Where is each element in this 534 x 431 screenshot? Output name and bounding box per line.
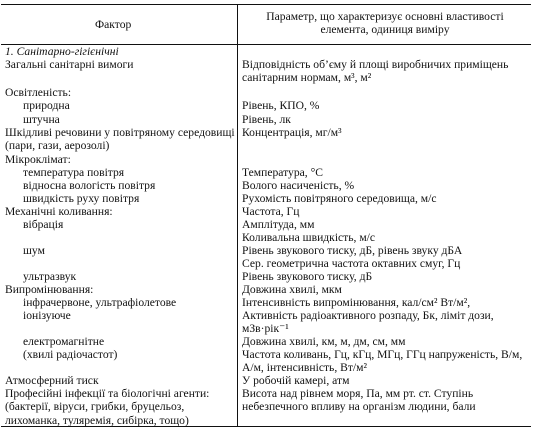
parameter-cell: Частота коливань, Гц, кГц, МГц, ГГц напруженість, В/м, А/м, інтенсивність, Вт/м² [242,348,523,375]
parameter-cell: Коливальна швидкість, м/с [242,231,376,244]
factor-cell: Механічні коливання: [5,205,113,218]
parameter-cell: Інтенсивність випромінювання, кал/см² Вт/м², [242,296,471,309]
column-divider [237,4,238,427]
parameter-cell: Температура, °С [242,166,323,179]
parameter-cell: Частота, Гц [242,205,300,218]
parameter-cell: Рівень, лк [242,113,291,126]
factor-cell: природна [23,99,70,112]
factor-cell: електромагнітне [23,335,105,348]
factor-cell: штучна [23,113,60,126]
parameter-cell: Рухомість повітряного середовища, м/с [242,192,437,205]
header-parameter: Параметр, що характеризує основні властивості елемента, одиниця виміру [266,10,504,37]
factor-cell: іонізуюче [23,309,71,322]
factor-cell: Випромінювання: [5,283,94,296]
table [1,4,532,428]
parameter-cell: Рівень звукового тиску, дБ [242,270,373,283]
parameter-cell: Активність радіоактивного розпаду, Бк, ліміт дози, мЗв·рік⁻¹ [242,309,494,336]
factor-cell: швидкість руху повітря [23,192,140,205]
factor-cell: інфрачервоне, ультрафіолетове [23,296,177,309]
factor-cell: вібрація [23,218,64,231]
parameter-cell: Волого насиченість, % [242,179,355,192]
parameter-cell: Висота над рівнем моря, Па, мм рт. ст. Ступінь небезпечного впливу на організм людини, бали [242,387,476,414]
factor-cell: Атмосферний тиск [5,374,99,387]
parameter-cell: Амплітуда, мм [242,218,315,231]
factor-cell: ультразвук [23,270,77,283]
top-border [1,4,531,5]
parameter-cell: Відповідність об’єму й площі виробничих приміщень санітарним нормам, м³, м² [242,58,509,85]
parameter-cell: Концентрація, мг/м³ [242,126,342,139]
factor-cell: Освітленість: [5,86,72,99]
factor-cell: Мікроклімат: [5,153,71,166]
factor-cell: відносна вологість повітря [23,179,156,192]
factor-cell: Професійні інфекції та біологічні агенти: (бактерії, віруси, грибки, бруцельоз, лихоманка, туляремія, сибірка, тощо) [5,387,210,427]
factor-cell: Загальні санітарні вимоги [5,58,134,71]
factor-cell: шум [23,244,45,257]
factor-cell: температура повітря [23,166,125,179]
parameter-cell: У робочій камері, атм [242,374,350,387]
section-title: 1. Санітарно-гігієнічні [5,45,119,58]
parameter-cell: Довжина хвилі, км, м, дм, см, мм [242,335,406,348]
parameter-cell: Довжина хвилі, мкм [242,283,342,296]
factor-cell: (хвилі радіочастот) [23,348,118,361]
parameter-cell: Рівень, КПО, % [242,99,320,112]
parameter-cell: Рівень звукового тиску, дБ, рівень звуку дБА [242,244,463,257]
parameter-cell: Сер. геометрична частота октавних смуг, Гц [242,257,461,270]
header-factor: Фактор [95,18,132,31]
factor-cell: Шкідливі речовини у повітряному середовищі (пари, гази, аерозолі) [5,126,235,153]
